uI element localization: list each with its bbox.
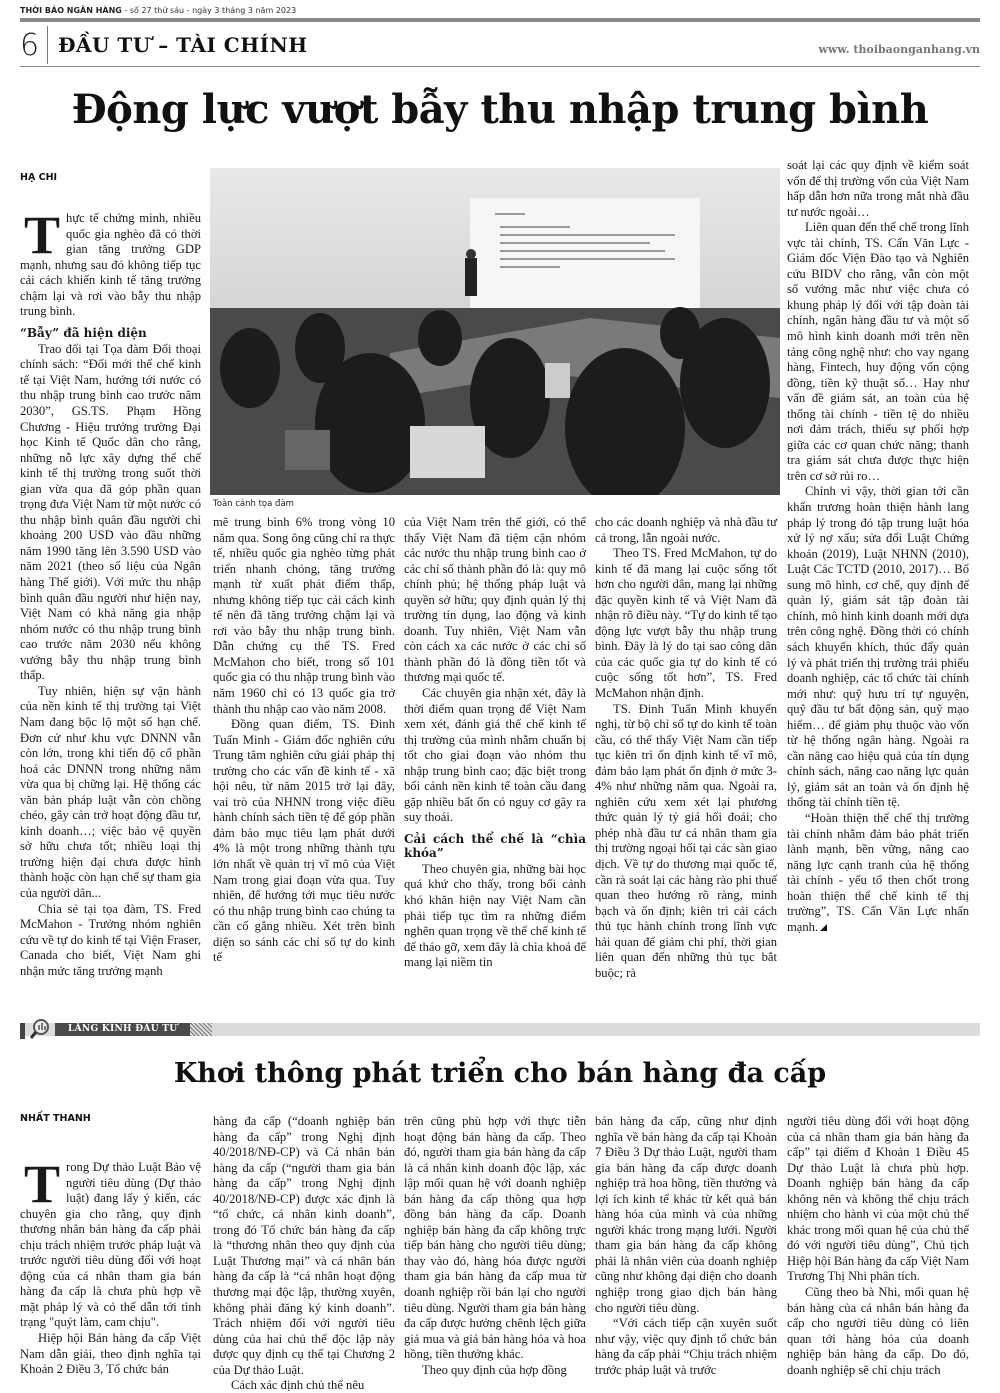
paragraph-text: Theo chuyên gia, những bài học quá khứ cho thấy, trong bối cảnh khó khăn hiện nay Việt Nam cần phải tiếp tục tìm ra những điểm nghẽn quan trọng về thể chế kinh tế để tháo gỡ, xem đây là chìa khoá để mang lại niềm tin xyxy=(404,861,586,970)
article1-byline: HẠ CHI xyxy=(20,172,58,183)
speaker xyxy=(465,258,477,296)
lead-text: rong Dự thảo Luật Bảo vệ người tiêu dùng (Dự thảo luật) đang lấy ý kiến, các chuyên gia cho rằng, quy định thương nhân bán hàng đa cấp phải chịu trách nhiệm trước pháp luật và trước người tiêu dùng đối với hoạt động của cá nhân tham gia bán hàng đa cấp là chưa phù hợp về mặt pháp lý và có thể dẫn tới tình trạng "quýt làm, cam chịu". xyxy=(20,1160,201,1330)
body-paragraph xyxy=(213,1114,395,1378)
subheading: “Bẫy” đã hiện diện xyxy=(20,325,147,340)
end-mark-icon xyxy=(820,924,827,931)
article2-column-2 xyxy=(213,1114,395,1393)
magnifier-icon xyxy=(28,1017,52,1041)
body-paragraph xyxy=(787,220,969,484)
paragraph-text: trên cũng phù hợp với thực tiễn hoạt động bán hàng đa cấp. Theo đó, người tham gia bán hàng đa cấp là cá nhân kinh doanh độc lập, xác lập mối quan hệ với doanh nghiệp bán hàng đa cấp thông qua hợp đồng bán hàng đa cấp. Doanh nghiệp bán hàng đa cấp không trực tiếp bán hàng cho người tiêu dùng; thay vào đó, hàng hóa được người tham gia bán hàng đa cấp mua từ doanh nghiệp rồi bán lại cho người tiêu dùng. Người tham gia bán hàng đa cấp được hưởng chênh lệch giữa giá mua và giá bán hàng hóa và hoa hồng, tiền thưởng khác. xyxy=(404,1114,586,1362)
body-paragraph xyxy=(595,1114,777,1316)
body-paragraph xyxy=(787,158,969,220)
photo-caption: Toàn cảnh tọa đàm xyxy=(213,499,294,509)
body-paragraph xyxy=(787,1285,969,1378)
paragraph-text: Hiệp hội Bán hàng đa cấp Việt Nam dẫn giải, theo định nghĩa tại Khoản 2 Điều 3, Tổ chức bán xyxy=(20,1331,201,1377)
paragraph-text: soát lại các quy định về kiểm soát vốn để thị trường vốn của Việt Nam hấp dẫn hơn nữa trong mắt nhà đầu tư nước ngoài… xyxy=(787,158,969,219)
article1-headline: Động lực vượt bẫy thu nhập trung bình xyxy=(71,86,929,133)
body-paragraph xyxy=(404,1363,586,1379)
page-divider xyxy=(47,26,48,64)
section-title: ĐẦU TƯ – TÀI CHÍNH xyxy=(58,33,308,57)
paragraph-text: Chính vì vậy, thời gian tới cần khẩn trương hoàn thiện hành lang pháp lý trong đó tập trung luật hóa xử lý nợ xấu; sửa đổi Luật Chứng khoán (2019), Luật NHNN (2010), Luật Các TCTD (2010, 2017)… Bổ sung mô hình, cơ chế, quy định để quản lý, giám sát tập đoàn tài chính, mô hình kinh doanh mới dựa trên công nghệ. Đồng thời có chính sách khuyến khích, thúc đẩy quản lý và phát triển thị trường trái phiếu doanh nghiệp, các tổ chức tài chính mới như: quỹ hưu trí tự nguyện, quỹ đầu tư bất động sản, quỹ mạo hiểm… để giảm phụ thuộc vào vốn từ hệ thống ngân hàng. Ngoài ra cần nâng cao hiệu quả của tín dụng chính sách, nâng cao năng lực quản lý, giám sát an toàn và ổn định hệ thống tài chính tiền tệ. xyxy=(787,484,969,810)
body-paragraph xyxy=(213,515,395,717)
paragraph-text: TS. Đinh Tuấn Minh khuyến nghị, từ bộ chỉ số tự do kinh tế toàn cầu, có thể thấy Việt Nam cần tiếp tục kiên trì ổn định kinh tế vĩ mô, đảm bảo lạm phát ổn định ở mức 3-4% như những năm qua. Ngoài ra, nghiên cứu xem xét lại phương thức quản lý tỷ giá hối đoái; cho phép nhà đầu tư cá nhân tham gia thị trường ngoại hối tại các sàn giao dịch. Về tự do thương mại quốc tế, cần rà soát lại các hàng rào phi thuế quan theo hướng rõ ràng, minh bạch và ổn định; kiên trì cải cách thủ tục hành chính trong lĩnh vực hải quan để giảm chi phí, thời gian liên quan đến những thủ tục bắt buộc; rà xyxy=(595,701,777,980)
paragraph-text: “Hoàn thiện thể chế thị trường tài chính nhằm đảm bảo phát triển lành mạnh, bền vững, nâng cao năng lực cạnh tranh của hệ thống tài chính - yếu tố then chốt trong hoàn thiện thể chế kinh tế thị trường”, TS. Cấn Văn Lực nhấn mạnh. xyxy=(787,810,969,934)
laptop xyxy=(410,426,485,478)
body-paragraph xyxy=(20,684,201,902)
paragraph-text: người tiêu dùng đối với hoạt động của cá nhân tham gia bán hàng đa cấp” tại điểm đ Khoản 1 Điều 45 Dự thảo Luật là chưa phù hợp. Doanh nghiệp bán hàng đa cấp không nên và không thể chịu trách nhiệm cho hành vi của một chủ thể khác trong mối quan hệ của chủ thể đó với người tiêu dùng”, Chủ tịch Hiệp hội Bán hàng đa cấp Việt Nam Trương Thị Nhi phân tích. xyxy=(787,1114,969,1284)
subheading: Cải cách thể chế là “chìa khóa” xyxy=(404,831,586,860)
article2-headline: Khơi thông phát triển cho bán hàng đa cấp xyxy=(173,1058,827,1089)
drop-cap: T xyxy=(24,1154,61,1214)
page-number: 6 xyxy=(20,28,40,63)
conference-photo-illustration xyxy=(210,168,780,495)
paragraph-text: “Với cách tiếp cận xuyên suốt như vậy, việc quy định tổ chức bán hàng đa cấp phải “Chịu trách nhiệm trước pháp luật và trước xyxy=(595,1316,777,1377)
paragraph-text: cho các doanh nghiệp và nhà đầu tư cả trong, lẫn ngoài nước. xyxy=(595,515,777,545)
header-rule xyxy=(20,66,980,67)
paragraph-text: Trao đổi tại Tọa đàm Đối thoại chính sách: “Đổi mới thể chế kinh tế tại Việt Nam, hướng tới nước có thu nhập trung bình cao trước năm 2030”, GS.TS. Phạm Hồng Chương - Hiệu trưởng trường Đại học Kinh tế Quốc dân cho rằng, những nỗ lực xây dựng thể chế kinh tế thị trường trong suốt thời gian vừa qua đã góp phần quan trọng đưa Việt Nam từ một nước có thu nhập bình quân đầu người chỉ khoảng 200 USD vào đầu những năm 1990 tăng lên 3.590 USD vào năm 2021 (theo số liệu của Ngân hàng Thế giới). Với mức thu nhập bình quân đầu người như hiện nay, Việt Nam có khả năng gia nhập nhóm nước có thu nhập trung bình cao trước năm 2030 nếu không vướng bẫy thu nhập trung bình thấp. xyxy=(20,341,201,683)
lead-paragraph xyxy=(20,1154,201,1331)
article2-column-5 xyxy=(787,1114,969,1378)
body-paragraph xyxy=(20,342,201,684)
body-paragraph xyxy=(20,902,201,980)
paragraph-text: mẽ trung bình 6% trong vòng 10 năm qua. Song ông cũng chỉ ra thực tế, nhiều quốc gia nghèo từng phát triển nhanh chóng, tăng trưởng mạnh từ xuất phát điểm thấp, nhưng không tiếp tục cải cách kinh tế nên đã tăng trưởng chậm lại và rơi vào bẫy thu nhập trung bình. Dẫn chứng cụ thể TS. Fred McMahon cho biết, trong số 101 quốc gia có thu nhập trung bình vào năm 1960 chỉ có 13 quốc gia trở thành thu nhập cao vào năm 2008. xyxy=(213,515,395,716)
paragraph-text: Các chuyên gia nhận xét, đây là thời điểm quan trọng để Việt Nam xem xét, đánh giá thể chế kinh tế thị trường của mình nhằm chuẩn bị tốt cho giai đoạn vào nhóm thu nhập trung bình cao; đặc biệt trong bối cảnh nền kinh tế toàn cầu đang gặp nhiều bất ổn có nguy cơ gây ra suy thoái. xyxy=(404,686,586,825)
article1-column-4 xyxy=(595,515,777,981)
article1-column-5 xyxy=(787,158,969,935)
paragraph-text: Liên quan đến thể chế trong lĩnh vực tài chính, TS. Cấn Văn Lực - Giám đốc Viện Đào tạo và Nghiên cứu BIDV cho rằng, vẫn còn một số vướng mắc như việc chưa có khung pháp lý đối với tập đoàn tài chính, ngân hàng đầu tư và một số mô hình kinh doanh mới trên nền tảng công nghệ như: cho vay ngang hàng, Fintech, huy động vốn cộng đồng, tiền kỹ thuật số… Hay như vấn đề giám sát, an toàn của hệ thống tài chính - tiền tệ do nhiều nơi đảm trách, thiếu sự phối hợp giữa các cơ quan chức năng; thanh tra giám sát chưa được thực hiện trên cơ sở rủi ro… xyxy=(787,220,969,483)
body-paragraph xyxy=(20,1331,201,1378)
article1-column-2 xyxy=(213,515,395,966)
article2-column-3 xyxy=(404,1114,586,1378)
body-paragraph xyxy=(213,717,395,966)
paper-name: THỜI BÁO NGÂN HÀNG xyxy=(20,6,122,15)
issue-line xyxy=(20,6,296,15)
body-paragraph xyxy=(595,702,777,982)
paragraph-text: hàng đa cấp (“doanh nghiệp bán hàng đa cấp” trong Nghị định 40/2018/NĐ-CP) và Cá nhân bán hàng đa cấp (“người tham gia bán hàng đa cấp” trong Nghị định 40/2018/NĐ-CP) được xác định là “tổ chức, cá nhân kinh doanh”, trong đó Tổ chức bán hàng đa cấp là “thương nhân theo quy định của Luật Thương mại” và cá nhân bán hàng đa cấp là “cá nhân hoạt động thương mại độc lập, thường xuyên, không phải đăng ký kinh doanh”. Trách nhiệm đối với người tiêu dùng của hai chủ thể độc lập này được quy định cụ thể tại Chương 2 của Dự thảo Luật. xyxy=(213,1114,395,1377)
issue-info: - số 27 thứ sáu - ngày 3 tháng 3 năm 2023 xyxy=(121,6,297,15)
body-paragraph xyxy=(787,1114,969,1285)
paragraph-text: Chia sẻ tại tọa đàm, TS. Fred McMahon - Trưởng nhóm nghiên cứu về tự do kinh tế tại Viện Fraser, Canada cho biết, Việt Nam ghi nhận mức tăng trưởng mạnh xyxy=(20,901,201,978)
article1-column-3 xyxy=(404,515,586,971)
paragraph-text: Cũng theo bà Nhi, mối quan hệ bán hàng của cá nhân bán hàng đa cấp cho người tiêu dùng có liên quan tới hàng hóa của doanh nghiệp bán hàng đa cấp. Do đó, doanh nghiệp sẽ chỉ chịu trách xyxy=(787,1285,969,1377)
body-paragraph xyxy=(213,1378,395,1393)
body-paragraph xyxy=(404,686,586,826)
article2-byline: NHẤT THANH xyxy=(20,1113,91,1124)
lead-text: hực tế chứng minh, nhiều quốc gia nghèo đã có thời gian tăng trưởng GDP mạnh, nhưng sau đó không tiếp tục cải cách khiến kinh tế tăng trưởng chậm lại và rơi vào bẫy thu nhập trung bình. xyxy=(20,211,201,319)
article1-column-1 xyxy=(20,185,201,979)
article2-column-1 xyxy=(20,1154,201,1378)
rubric-label: LĂNG KÍNH ĐẦU TƯ xyxy=(68,1024,178,1034)
article2-column-4 xyxy=(595,1114,777,1378)
body-paragraph xyxy=(787,811,969,935)
article1-photo xyxy=(210,168,780,495)
rubric-marker xyxy=(20,1023,25,1039)
body-paragraph xyxy=(787,484,969,810)
paragraph-text: Tuy nhiên, hiện sự vận hành của nền kinh tế thị trường tại Việt Nam đang bộc lộ một số hạn chế. Đơn cử như khu vực DNNN vẫn còn lớn, trong khi tiến độ cổ phần hoá các DNNN trong những năm vừa qua bị chững lại. Hệ thống các văn bản pháp luật vẫn còn chồng chéo, gây cản trở hoạt động đầu tư, kinh doanh…; việc bảo vệ quyền sở hữu chưa tốt; nhiều loại thị trường hiện đại chưa được hình thành hoặc còn hạn chế sự tham gia của người dân... xyxy=(20,683,201,900)
presentation-screen xyxy=(470,198,700,313)
top-rule xyxy=(20,18,980,22)
paragraph-text: Theo quy định của hợp đồng xyxy=(422,1362,567,1377)
drop-cap: T xyxy=(24,205,61,265)
paragraph-text: Đồng quan điểm, TS. Đinh Tuấn Minh - Giám đốc nghiên cứu Trung tâm nghiên cứu giải pháp thị trường cho các vấn đề kinh tế - xã hội nêu, từ năm 2015 trở lại đây, vai trò của NHNN trong việc điều hành chính sách tiền tệ để góp phần đảm bảo mục tiêu lạm phát dưới 4% là một trong những thành tựu lớn nhất về quản trị vĩ mô của Việt Nam trong giai đoạn vừa qua. Tuy nhiên, để hướng tới mục tiêu nước có thu nhập trung bình cao chúng ta cần cố gắng nhiều. Xét trên bình diện so sánh các chỉ số tự do kinh tế xyxy=(213,717,395,965)
paragraph-text: của Việt Nam trên thế giới, có thể thấy Việt Nam đã tiệm cận nhóm các nước thu nhập trung bình cao ở các chỉ số thành phần đó là: quy mô chính phủ; hệ thống pháp luật và quyền sở hữu; quy định quản lý thị trường tín dụng, lao động và kinh doanh. Tuy nhiên, Việt Nam vẫn còn cách xa các nước ở các chỉ số thành phần đó là đồng tiền tốt và thương mại quốc tế. xyxy=(404,515,586,685)
body-paragraph xyxy=(595,546,777,701)
paragraph-text: bán hàng đa cấp, cũng như định nghĩa về bán hàng đa cấp tại Khoản 7 Điều 3 Dự thảo Luật, người tham gia bán hàng đa cấp được doanh nghiệp trả hoa hồng, tiền thưởng và lợi ích kinh tế khác từ kết quả bán hàng hóa của mình và của những người khác trong mạng lưới. Người tham gia bán hàng đa cấp không phải là nhân viên của doanh nghiệp cũng như không đại diện cho doanh nghiệp trong giao dịch bán hàng cho người tiêu dùng. xyxy=(595,1114,777,1315)
body-paragraph xyxy=(404,515,586,686)
paragraph-text: Cách xác định chủ thể nêu xyxy=(231,1378,365,1393)
paragraph-text: Theo TS. Fred McMahon, tự do kinh tế đã mang lại cuộc sống tốt hơn cho người dân, mang lại những đặc quyền kinh tế và Việt Nam đã nhận rõ điều này. “Tự do kinh tế tạo động lực vượt bẫy thu nhập trung bình. Đây là lý do tại sao công dân của các quốc gia tự do kinh tế có cuộc sống tốt hơn”, TS. Fred McMahon nhận định. xyxy=(595,546,777,701)
rubric-hatch xyxy=(190,1023,212,1036)
website-link[interactable]: www. thoibaonganhang.vn xyxy=(818,43,980,56)
lead-paragraph xyxy=(20,205,201,320)
body-paragraph xyxy=(595,515,777,546)
body-paragraph xyxy=(595,1316,777,1378)
body-paragraph xyxy=(404,862,586,971)
body-paragraph xyxy=(404,1114,586,1363)
